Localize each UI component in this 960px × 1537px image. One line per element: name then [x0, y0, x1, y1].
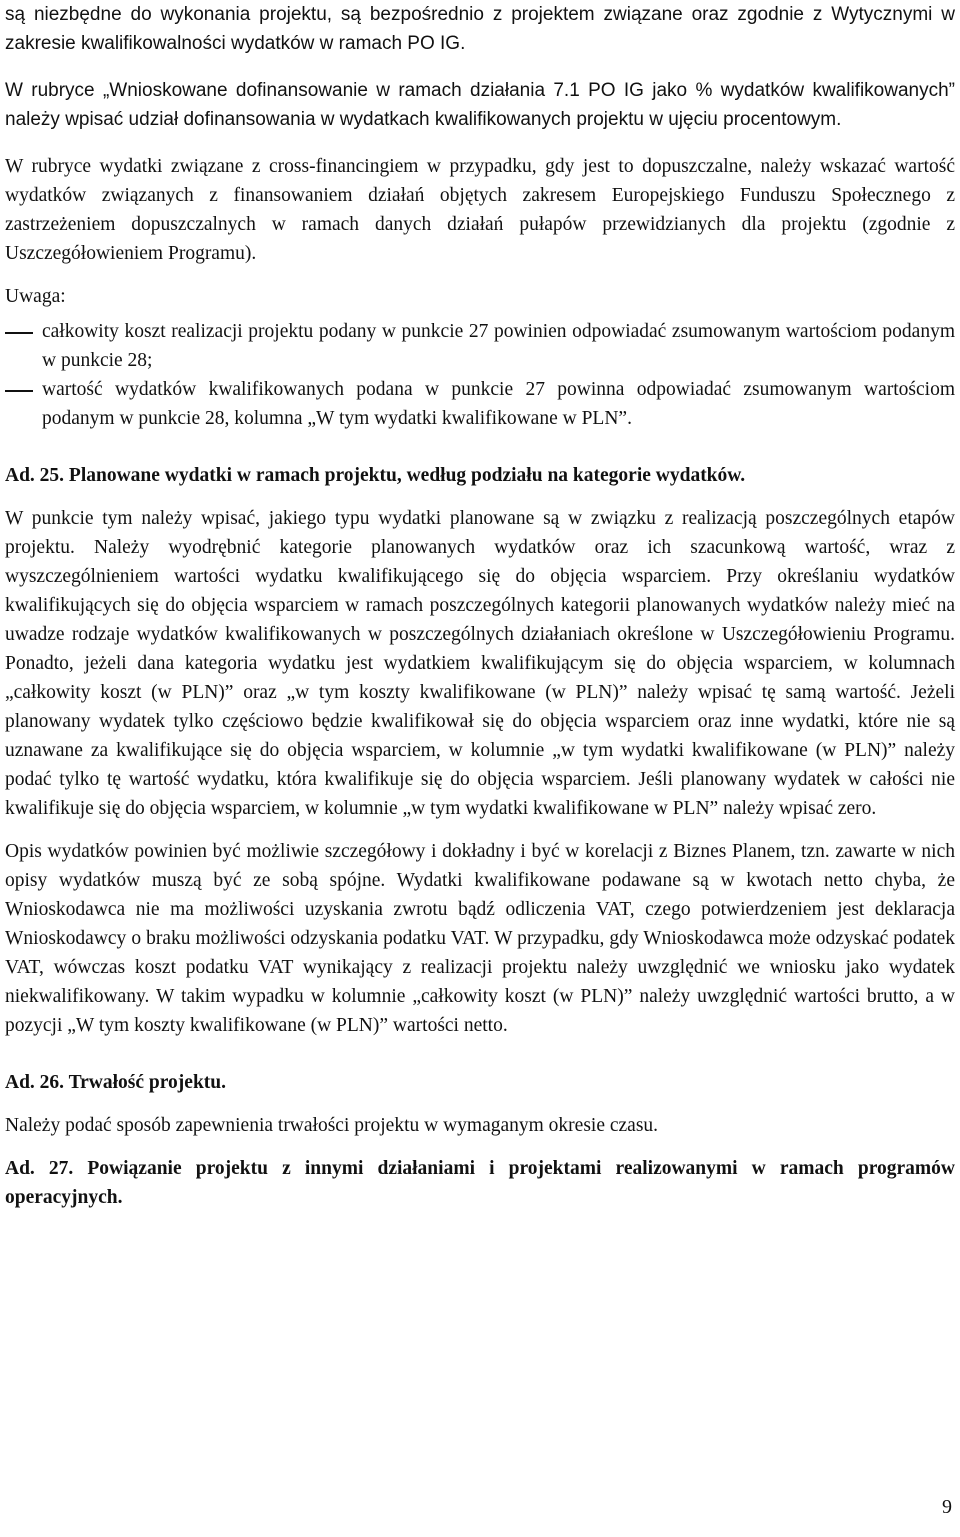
list-item — [5, 375, 955, 433]
cross-financing-paragraph: W rubryce wydatki związane z cross-financingiem w przypadku, gdy jest to dopuszczalne, należy wskazać wartość wydatków związanych z finansowaniem działań objętych zakresem Europejskiego Funduszu Społecznego z zastrzeżeniem dopuszczalnych w ramach danych działań pułapów przewidzianych dla projektu (zgodnie z Uszczegółowieniem Programu). — [5, 156, 955, 264]
list-item-text: wartość wydatków kwalifikowanych podana w punkcie 27 powinna odpowiadać zsumowanym wartościom podanym w punkcie 28, kolumna „W tym wydatki kwalifikowane w PLN”. — [42, 379, 955, 429]
list-item-text: całkowity koszt realizacji projektu podany w punkcie 27 powinien odpowiadać zsumowanym wartościom podanym w punkcie 28; — [42, 321, 955, 371]
rubryka-paragraph: W rubryce „Wnioskowane dofinansowanie w ramach działania 7.1 PO IG jako % wydatków kwalifikowanych” należy wpisać udział dofinansowania w wydatkach kwalifikowanych projektu w ujęciu procentowym. — [5, 80, 955, 130]
document-page — [5, 0, 955, 1212]
ad26-paragraph: Należy podać sposób zapewnienia trwałości projektu w wymaganym okresie czasu. — [5, 1115, 659, 1136]
section-heading-ad27: Ad. 27. Powiązanie projektu z innymi działaniami i projektami realizowanymi w ramach programów operacyjnych. — [5, 1158, 955, 1208]
section-heading-ad26: Ad. 26. Trwałość projektu. — [5, 1072, 227, 1093]
ad25-paragraph-2: Opis wydatków powinien być możliwie szczegółowy i dokładny i być w korelacji z Biznes Planem, tzn. zawarte w nich opisy wydatków muszą być ze sobą spójne. Wydatki kwalifikowane podawane są w kwotach netto chyba, że Wnioskodawca nie ma możliwości uzyskania zwrotu bądź odliczenia VAT, czego potwierdzeniem jest deklaracja Wnioskodawcy o braku możliwości odzyskania podatku VAT. W przypadku, gdy Wnioskodawca może odzyskać podatek VAT, wówczas koszt podatku VAT wynikający z realizacji projektu należy uwzględnić we wniosku jako wydatek niekwalifikowany. W takim wypadku w kolumnie „całkowity koszt (w PLN)” należy uwzględnić wartości brutto, a w pozycji „W tym koszty kwalifikowane (w PLN)” wartości netto. — [5, 841, 955, 1036]
uwaga-list — [5, 317, 955, 433]
ad25-paragraph-1: W punkcie tym należy wpisać, jakiego typu wydatki planowane są w związku z realizacją poszczególnych etapów projektu. Należy wyodrębnić kategorie planowanych wydatków oraz ich szacunkową wartość, wraz z wyszczególnieniem wartości wydatku kwalifikującego się do objęcia wsparciem. Przy określaniu wydatków kwalifikujących się do objęcia wsparciem w ramach poszczególnych kategorii planowanych wydatków należy mieć na uwadze rodzaje wydatków kwalifikowanych w poszczególnych działaniach określone w Uszczegółowieniu Programu. Ponadto, jeżeli dana kategoria wydatku jest wydatkiem kwalifikującym się do objęcia wsparciem, w kolumnach „całkowity koszt (w PLN)” oraz „w tym koszty kwalifikowane (w PLN)” należy wpisać tę samą wartość. Jeżeli planowany wydatek tylko częściowo będzie kwalifikował się do objęcia wsparciem oraz inne wydatki, które nie są uznawane za kwalifikujące się do objęcia wsparciem, w kolumnie „w tym wydatki kwalifikowane (w PLN)” należy podać tylko tę wartość wydatku, która kwalifikuje się do objęcia wsparciem. Jeśli planowany wydatek w całości nie kwalifikuje się do objęcia wsparciem, w kolumnie „w tym wydatki kwalifikowane w PLN” należy wpisać zero. — [5, 508, 955, 819]
intro-paragraph: są niezbędne do wykonania projektu, są bezpośrednio z projektem związane oraz zgodnie z Wytycznymi w zakresie kwalifikowalności wydatków w ramach PO IG. — [5, 4, 955, 54]
section-heading-ad25: Ad. 25. Planowane wydatki w ramach projektu, według podziału na kategorie wydatków. — [5, 465, 746, 486]
list-item — [5, 317, 955, 375]
uwaga-label: Uwaga: — [5, 286, 66, 307]
page-number: 9 — [942, 1496, 952, 1518]
